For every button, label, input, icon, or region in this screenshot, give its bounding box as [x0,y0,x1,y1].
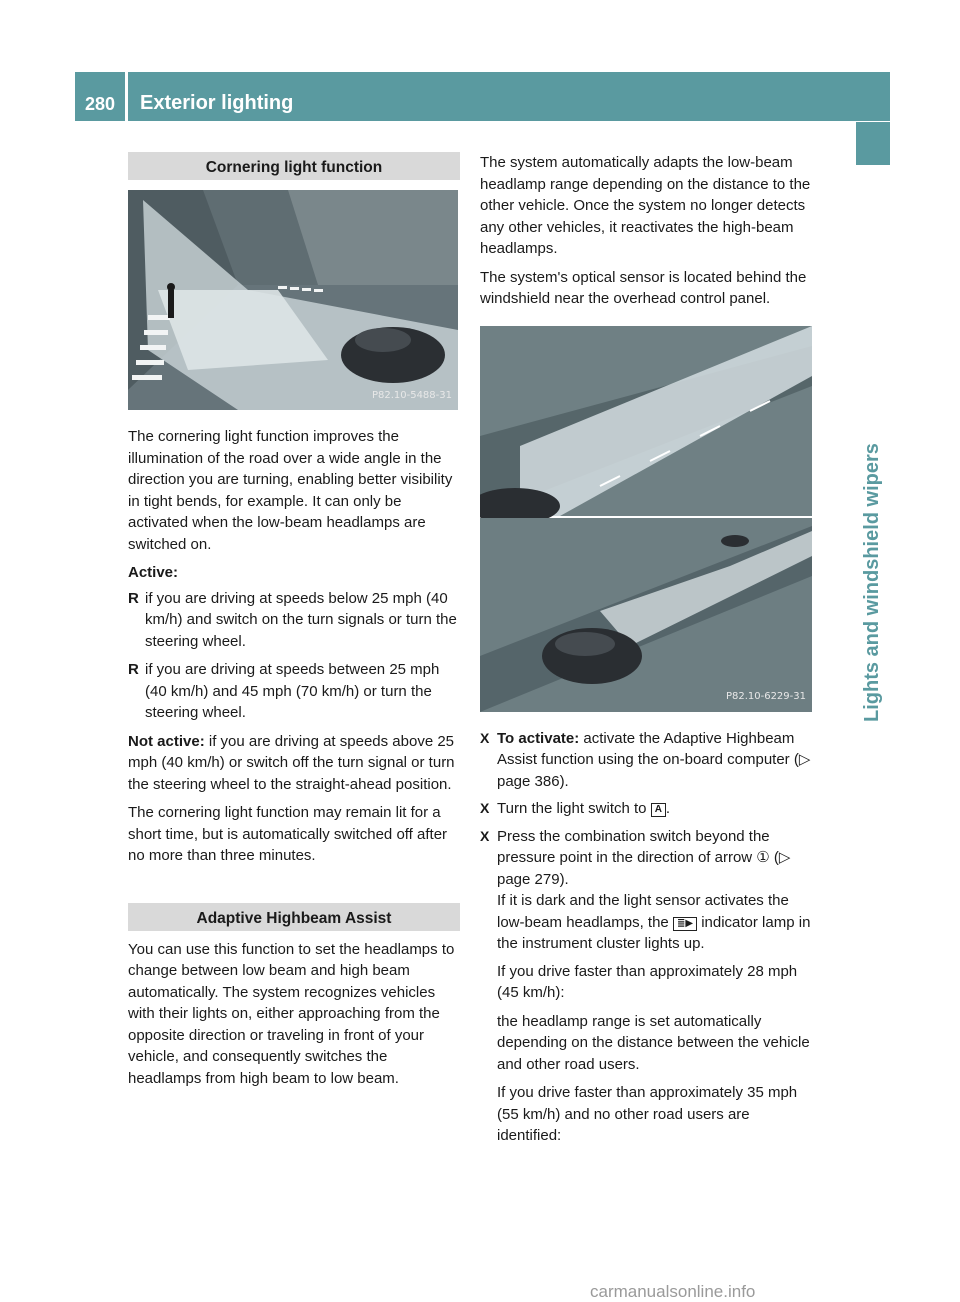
step-light-switch: X Turn the light switch to A . [480,798,812,820]
step-activate-text: activate the Adaptive Highbeam Assist function using the on-board computer (▷ page 386). [497,729,811,790]
heading-cornering: Cornering light function [128,152,460,180]
active-label: Active: [128,564,179,581]
chapter-label: Lights and windshield wipers [861,443,883,722]
figure-id: P82.10-6229-31 [725,691,806,702]
page-number: 280 [84,94,116,114]
not-active-text: if you are driving at speeds above 25 mph (40 km/h) or switch off the turn signal or turn the steering wheel to the straight-ahead position. [128,732,455,793]
cornering-intro: The cornering light function improves the illumination of the road over a wide angle in the direction you are turning, enabling better visibility in tight bends, for example. It can only be activated when the low-beam headlamps are switched on. [128,428,453,553]
heading-adaptive-highbeam: Adaptive Highbeam Assist [128,903,460,931]
cornering-light-figure [128,190,458,410]
condition-28mph: If you drive faster than approximately 28 mph (45 km/h): [497,962,798,1001]
header-divider [125,72,128,121]
not-active-label: Not active: [128,732,205,750]
remain-lit-paragraph: The cornering light function may remain lit for a short time, but is automatically switched off after no more than three minutes. [128,804,448,864]
sensor-paragraph: The system's optical sensor is located behind the windshield near the overhead control panel. [480,268,807,307]
range-paragraph: The system automatically adapts the low-beam headlamp range depending on the distance to the other vehicle. Once the system no longer detects any other vehicles, it reactivates the high-beam headlamps. [480,154,811,257]
step-activate-label: To activate: [497,729,580,747]
bullet-text: if you are driving at speeds between 25 mph (40 km/h) and 45 mph (70 km/h) or turn the steering wheel. [145,661,440,721]
not-active-paragraph [128,731,460,796]
page-title: Exterior lighting [140,92,294,114]
auto-light-icon: A [651,803,666,817]
highbeam-figure [480,326,812,712]
cornering-illustration [128,190,458,410]
step-marker: X [480,729,490,746]
step-combination-cont: If it is dark and the light sensor activates the low-beam headlamps, the [497,892,789,931]
step-light-switch-text: Turn the light switch to [497,800,647,817]
step-combination-cont2: indicator lamp in the instrument cluster lights up. [497,913,811,952]
step-combination-text: Press the combination switch beyond the pressure point in the direction of arrow ① (▷ page 279). [497,827,791,888]
side-tab [856,122,890,165]
highbeam-assist-icon: ≣▶ [673,917,697,931]
left-column [128,152,460,1096]
bullet-text: if you are driving at speeds below 25 mph (40 km/h) and switch on the turn signals or turn the steering wheel. [145,589,457,650]
bullet-mark: R [128,589,139,607]
list-item [128,588,460,653]
step-activate [480,728,812,793]
figure-id: P82.10-5488-31 [371,389,452,401]
condition-35mph: If you drive faster than approximately 35 mph (55 km/h) and no other road users are identified: [497,1084,798,1144]
list-item [128,659,460,724]
bullet-mark: R [128,661,139,678]
step-marker: X [480,827,490,844]
watermark: carmanualsonline.info [590,1282,756,1301]
ahb-description: You can use this function to set the headlamps to change between low beam and high beam automatically. The system recognizes vehicles with their lights on, either approaching from the opposite direction or traveling in front of your vehicle, and consequently switches the headlamps from high beam to low beam. [128,940,455,1087]
step-combination-switch [480,826,812,955]
highbeam-illustration [480,326,812,712]
step-marker: X [480,800,490,816]
condition-28mph-result: the headlamp range is set automatically depending on the distance between the vehicle and other road users. [497,1012,810,1073]
right-column [480,152,812,1154]
